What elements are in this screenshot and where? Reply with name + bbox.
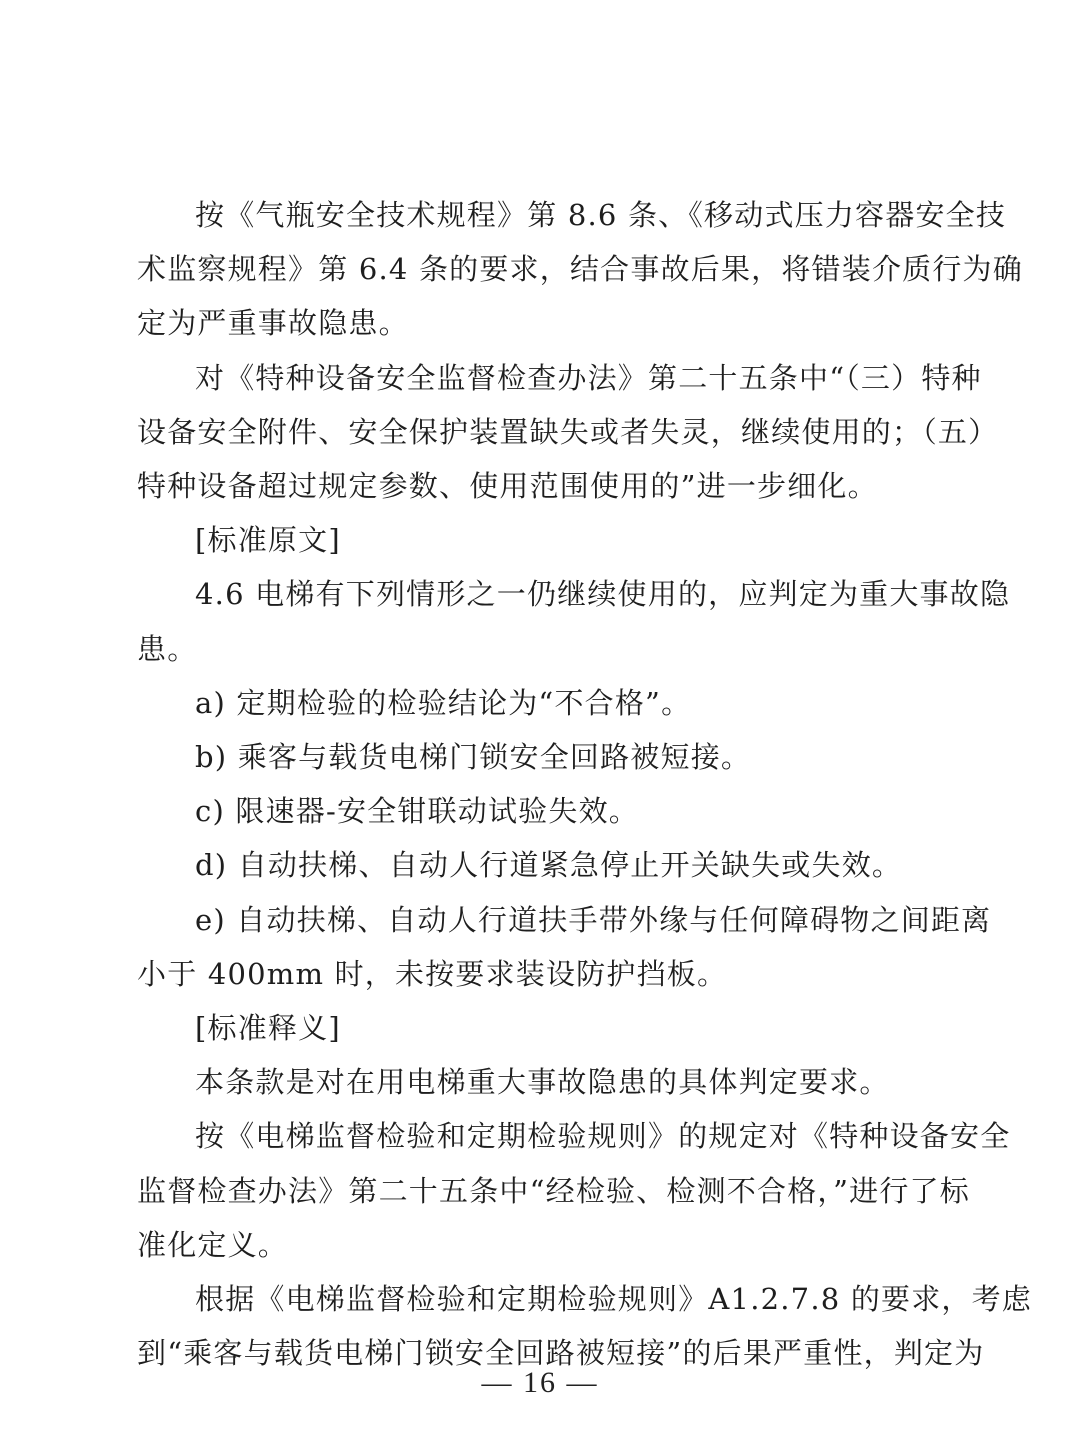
text-line: 设备安全附件、安全保护装置缺失或者失灵，继续使用的；（五） (137, 414, 999, 449)
text-line: 特种设备超过规定参数、使用范围使用的”进一步细化。 (137, 469, 878, 504)
text-line: 小于 400mm 时，未按要求装设防护挡板。 (137, 956, 728, 991)
text-line: e) 自动扶梯、自动人行道扶手带外缘与任何障碍物之间距离 (195, 902, 992, 937)
text-line: 按《电梯监督检验和定期检验规则》的规定对《特种设备安全 (195, 1119, 1011, 1154)
section-label-standard-text (137, 513, 947, 567)
text-line: 按《气瓶安全技术规程》第 8.6 条、《移动式压力容器安全技 (195, 198, 1007, 232)
text-line: 根据《电梯监督检验和定期检验规则》A1.2.7.8 的要求，考虑 (195, 1282, 1033, 1317)
paragraph-elevator-rules (137, 1109, 1011, 1272)
text-line: 到“乘客与载货电梯门锁安全回路被短接”的后果严重性，判定为 (137, 1336, 985, 1371)
paragraph-inspection-measures (137, 351, 999, 514)
text-line: 对《特种设备安全监督检查办法》第二十五条中“（三）特种 (195, 360, 982, 395)
text-line: [标准原文] (195, 523, 341, 558)
document-body (137, 188, 1033, 1380)
list-item-b (137, 730, 947, 784)
text-line: 本条款是对在用电梯重大事故隐患的具体判定要求。 (195, 1065, 890, 1100)
text-line: a) 定期检验的检验结论为“不合格”。 (195, 685, 692, 720)
section-label-interpretation (137, 1001, 947, 1055)
paragraph-cylinder-rule (137, 188, 1023, 351)
text-line: [标准释义] (195, 1011, 341, 1046)
text-line: 患。 (137, 631, 198, 666)
page-number: — 16 — (481, 1366, 599, 1399)
clause-4-6 (137, 567, 1011, 675)
text-line: 术监察规程》第 6.4 条的要求，结合事故后果，将错装介质行为确 (137, 252, 1023, 287)
text-line: 定为严重事故隐患。 (137, 306, 409, 341)
list-item-d (137, 838, 947, 892)
paragraph-door-lock-circuit (137, 1272, 1033, 1380)
text-line: 监督检查办法》第二十五条中“经检验、检测不合格，”进行了标 (137, 1173, 970, 1208)
list-item-a (137, 676, 947, 730)
list-item-e (137, 893, 992, 1001)
text-line: 4.6 电梯有下列情形之一仍继续使用的，应判定为重大事故隐 (195, 577, 1011, 612)
text-line: b) 乘客与载货电梯门锁安全回路被短接。 (195, 740, 752, 775)
text-line: c) 限速器-安全钳联动试验失效。 (195, 794, 639, 829)
list-item-c (137, 784, 947, 838)
text-line: d) 自动扶梯、自动人行道紧急停止开关缺失或失效。 (195, 848, 903, 883)
paragraph-interpretation-intro (137, 1055, 947, 1109)
text-line: 准化定义。 (137, 1227, 289, 1262)
